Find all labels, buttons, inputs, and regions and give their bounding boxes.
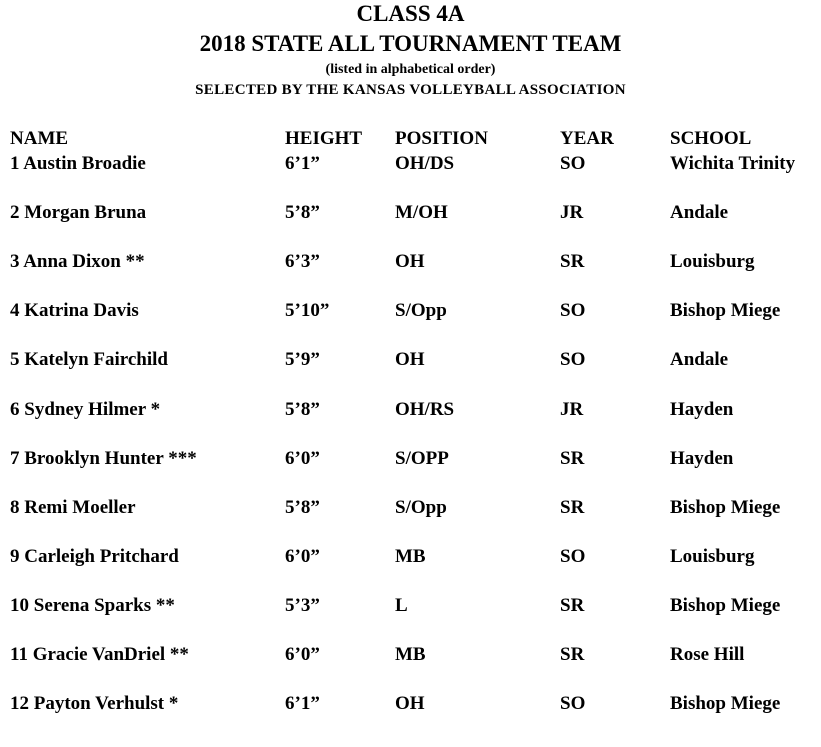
cell-year: JR [560,202,584,223]
cell-school: Bishop Miege [670,300,781,321]
cell-position: OH/RS [395,399,455,420]
cell-height: 5’8” [285,399,320,420]
cell-name: 1 Austin Broadie [10,153,146,174]
cell-year: SR [560,251,585,272]
cell-year: SO [560,546,586,567]
order-note: (listed in alphabetical order) [325,62,496,77]
cell-school: Wichita Trinity [670,153,796,174]
cell-name: 4 Katrina Davis [10,300,139,321]
cell-school: Louisburg [670,546,755,567]
cell-year: SR [560,595,585,616]
column-header-position: POSITION [395,128,488,149]
column-header-name: NAME [10,128,69,149]
cell-position: M/OH [395,202,448,223]
cell-name: 7 Brooklyn Hunter *** [10,448,197,469]
cell-position: S/Opp [395,300,447,321]
cell-year: JR [560,399,584,420]
cell-name: 8 Remi Moeller [10,497,136,518]
cell-school: Andale [670,202,729,223]
cell-position: OH/DS [395,153,455,174]
cell-height: 6’0” [285,644,320,665]
cell-height: 5’9” [285,349,320,370]
column-header-school: SCHOOL [670,128,752,149]
cell-name: 12 Payton Verhulst * [10,693,179,714]
cell-name: 11 Gracie VanDriel ** [10,644,189,665]
cell-position: S/Opp [395,497,447,518]
cell-school: Hayden [670,399,734,420]
cell-height: 6’0” [285,546,320,567]
cell-position: S/OPP [395,448,449,469]
selected-by-line: SELECTED BY THE KANSAS VOLLEYBALL ASSOCIATION [195,82,626,98]
cell-year: SO [560,300,586,321]
cell-position: OH [395,349,425,370]
cell-year: SR [560,448,585,469]
cell-height: 6’1” [285,693,320,714]
cell-year: SR [560,497,585,518]
cell-name: 10 Serena Sparks ** [10,595,175,616]
cell-year: SO [560,153,586,174]
cell-height: 6’1” [285,153,320,174]
cell-name: 9 Carleigh Pritchard [10,546,179,567]
cell-year: SO [560,693,586,714]
cell-height: 6’3” [285,251,320,272]
class-label: CLASS 4A [356,1,465,26]
cell-year: SO [560,349,586,370]
cell-school: Louisburg [670,251,755,272]
column-header-year: YEAR [560,128,614,149]
cell-school: Hayden [670,448,734,469]
cell-school: Bishop Miege [670,595,781,616]
cell-position: MB [395,546,426,567]
cell-height: 5’3” [285,595,320,616]
cell-name: 3 Anna Dixon ** [10,251,145,272]
cell-school: Rose Hill [670,644,745,665]
cell-name: 2 Morgan Bruna [10,202,147,223]
cell-year: SR [560,644,585,665]
cell-height: 6’0” [285,448,320,469]
cell-school: Andale [670,349,729,370]
cell-position: OH [395,693,425,714]
cell-height: 5’8” [285,202,320,223]
cell-position: L [395,595,408,616]
cell-name: 5 Katelyn Fairchild [10,349,168,370]
cell-position: MB [395,644,426,665]
cell-school: Bishop Miege [670,693,781,714]
cell-height: 5’8” [285,497,320,518]
cell-name: 6 Sydney Hilmer * [10,399,161,420]
cell-position: OH [395,251,425,272]
page-title: 2018 STATE ALL TOURNAMENT TEAM [199,31,622,56]
cell-school: Bishop Miege [670,497,781,518]
cell-height: 5’10” [285,300,330,321]
column-header-height: HEIGHT [285,128,363,149]
